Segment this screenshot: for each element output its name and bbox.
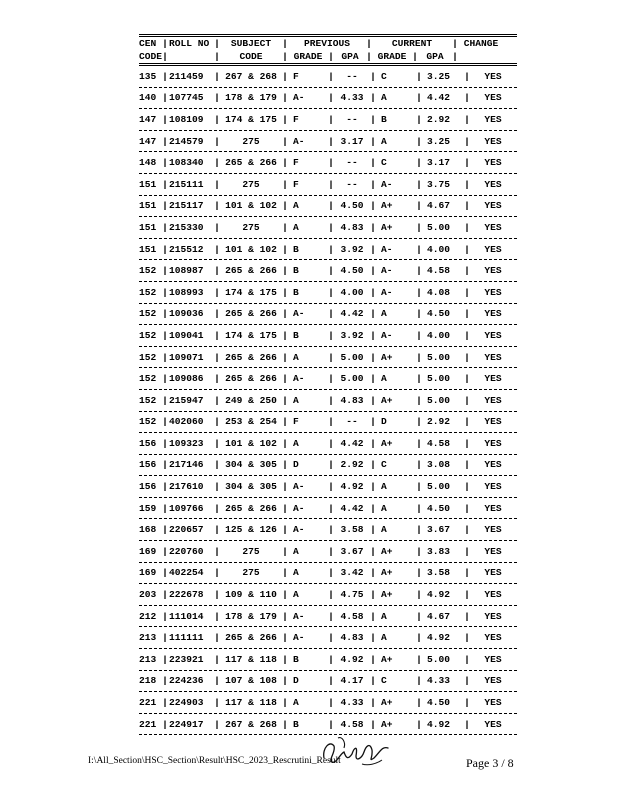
current-gpa: 5.00 [427, 653, 451, 665]
previous-grade: B [293, 265, 299, 277]
cen-code: 212 [139, 610, 157, 622]
current-grade: A+ [381, 653, 393, 665]
roll-no: 222678 [169, 589, 204, 601]
header-prev-gpa: GPA [341, 51, 359, 62]
roll-no: 215111 [169, 178, 204, 190]
change: YES [484, 675, 502, 687]
change: YES [484, 92, 502, 104]
table-row: 212 | 111014 | 178 & 179 | A- | 4.58 | A | 4.67 | YES [139, 606, 517, 627]
cen-code: 152 [139, 265, 157, 277]
cen-code: 152 [139, 286, 157, 298]
roll-no: 217146 [169, 459, 204, 471]
roll-no: 109041 [169, 329, 204, 341]
subject-code: 249 & 250 [225, 394, 277, 406]
handwritten-signature [318, 728, 394, 770]
cen-code: 156 [139, 437, 157, 449]
table-row: 152 | 109041 | 174 & 175 | B | 3.92 | A- | 4.00 | YES [139, 325, 517, 346]
change: YES [484, 502, 502, 514]
cen-code: 156 [139, 481, 157, 493]
change: YES [484, 286, 502, 298]
current-grade: C [381, 70, 387, 82]
current-gpa: 3.83 [427, 545, 451, 557]
table-row: 147 | 214579 | 275 | A- | 3.17 | A | 3.25 | YES [139, 131, 517, 152]
roll-no: 109036 [169, 308, 204, 320]
roll-no: 215512 [169, 243, 204, 255]
subject-code: 275 [242, 135, 260, 147]
previous-gpa: 4.92 [340, 481, 364, 493]
previous-gpa: 4.58 [340, 718, 364, 730]
table-row: 152 | 108993 | 174 & 175 | B | 4.00 | A- | 4.08 | YES [139, 282, 517, 303]
change: YES [484, 718, 502, 730]
table-row: 213 | 223921 | 117 & 118 | B | 4.92 | A+ | 5.00 | YES [139, 649, 517, 670]
table-row: 221 | 224917 | 267 & 268 | B | 4.58 | A+ | 4.92 | YES [139, 714, 517, 735]
current-gpa: 4.92 [427, 589, 451, 601]
cen-code: 221 [139, 697, 157, 709]
table-row: 148 | 108340 | 265 & 266 | F | -- | C | 3.17 | YES [139, 152, 517, 173]
previous-gpa: 2.92 [340, 459, 364, 471]
table-row: 169 | 220760 | 275 | A | 3.67 | A+ | 3.83 | YES [139, 541, 517, 562]
current-gpa: 3.25 [427, 70, 451, 82]
roll-no: 224236 [169, 675, 204, 687]
header-prev-grade: GRADE [293, 51, 323, 62]
roll-no: 214579 [169, 135, 204, 147]
change: YES [484, 459, 502, 471]
cen-code: 151 [139, 200, 157, 212]
subject-code: 275 [242, 221, 260, 233]
previous-gpa: 4.83 [340, 394, 364, 406]
table-row: 221 | 224903 | 117 & 118 | A | 4.33 | A+ | 4.50 | YES [139, 692, 517, 713]
change: YES [484, 157, 502, 169]
table-row: 151 | 215117 | 101 & 102 | A | 4.50 | A+ | 4.67 | YES [139, 196, 517, 217]
roll-no: 215947 [169, 394, 204, 406]
subject-code: 101 & 102 [225, 243, 277, 255]
previous-gpa: -- [346, 113, 358, 125]
current-gpa: 4.58 [427, 437, 451, 449]
previous-grade: A [293, 589, 299, 601]
current-gpa: 4.58 [427, 265, 451, 277]
cen-code: 148 [139, 157, 157, 169]
current-grade: A [381, 135, 387, 147]
roll-no: 402254 [169, 567, 204, 579]
table-row: 152 | 109086 | 265 & 266 | A- | 5.00 | A | 5.00 | YES [139, 368, 517, 389]
previous-grade: F [293, 416, 299, 428]
cen-code: 151 [139, 243, 157, 255]
header-subject-code: CODE [239, 51, 263, 62]
cen-code: 169 [139, 545, 157, 557]
previous-gpa: 4.42 [340, 308, 364, 320]
current-grade: A [381, 373, 387, 385]
previous-gpa: 4.75 [340, 589, 364, 601]
roll-no: 109071 [169, 351, 204, 363]
previous-grade: A [293, 221, 299, 233]
current-gpa: 4.50 [427, 697, 451, 709]
current-gpa: 4.50 [427, 308, 451, 320]
change: YES [484, 653, 502, 665]
change: YES [484, 200, 502, 212]
current-grade: A [381, 481, 387, 493]
subject-code: 178 & 179 [225, 92, 277, 104]
subject-code: 101 & 102 [225, 437, 277, 449]
current-gpa: 4.00 [427, 243, 451, 255]
cen-code: 169 [139, 567, 157, 579]
table-row: 169 | 402254 | 275 | A | 3.42 | A+ | 3.58 | YES [139, 563, 517, 584]
previous-grade: A- [293, 481, 305, 493]
current-gpa: 3.58 [427, 567, 451, 579]
cen-code: 152 [139, 308, 157, 320]
subject-code: 265 & 266 [225, 308, 277, 320]
previous-grade: D [293, 675, 299, 687]
subject-code: 265 & 266 [225, 502, 277, 514]
roll-no: 109323 [169, 437, 204, 449]
change: YES [484, 416, 502, 428]
previous-grade: B [293, 243, 299, 255]
previous-grade: F [293, 178, 299, 190]
current-gpa: 4.92 [427, 632, 451, 644]
current-grade: A- [381, 178, 393, 190]
roll-no: 402060 [169, 416, 204, 428]
header-row-1: CEN | ROLL NO | SUBJECT | PREVIOUS | CURRENT | CHANGE [139, 37, 517, 50]
current-grade: C [381, 157, 387, 169]
table-row: 168 | 220657 | 125 & 126 | A- | 3.58 | A | 3.67 | YES [139, 519, 517, 540]
cen-code: 147 [139, 135, 157, 147]
change: YES [484, 265, 502, 277]
previous-gpa: -- [346, 157, 358, 169]
current-gpa: 5.00 [427, 373, 451, 385]
roll-no: 224917 [169, 718, 204, 730]
table-row: 203 | 222678 | 109 & 110 | A | 4.75 | A+ | 4.92 | YES [139, 584, 517, 605]
current-gpa: 2.92 [427, 416, 451, 428]
header-subject: SUBJECT [230, 38, 272, 49]
previous-grade: A [293, 200, 299, 212]
roll-no: 211459 [169, 70, 204, 82]
cen-code: 135 [139, 70, 157, 82]
roll-no: 224903 [169, 697, 204, 709]
subject-code: 117 & 118 [225, 653, 277, 665]
previous-gpa: 4.50 [340, 200, 364, 212]
header-cur-gpa: GPA [426, 51, 444, 62]
current-gpa: 3.08 [427, 459, 451, 471]
previous-gpa: 3.92 [340, 243, 364, 255]
table-row: 151 | 215111 | 275 | F | -- | A- | 3.75 | YES [139, 174, 517, 195]
previous-grade: A- [293, 632, 305, 644]
change: YES [484, 589, 502, 601]
change: YES [484, 351, 502, 363]
current-grade: A [381, 610, 387, 622]
roll-no: 109086 [169, 373, 204, 385]
previous-gpa: 3.92 [340, 329, 364, 341]
roll-no: 107745 [169, 92, 204, 104]
table-row: 218 | 224236 | 107 & 108 | D | 4.17 | C | 4.33 | YES [139, 671, 517, 692]
cen-code: 152 [139, 394, 157, 406]
previous-gpa: 4.00 [340, 286, 364, 298]
roll-no: 215330 [169, 221, 204, 233]
current-grade: A- [381, 286, 393, 298]
cen-code: 156 [139, 459, 157, 471]
previous-grade: A- [293, 610, 305, 622]
roll-no: 108340 [169, 157, 204, 169]
current-grade: A [381, 524, 387, 536]
previous-gpa: -- [346, 178, 358, 190]
cen-code: 147 [139, 113, 157, 125]
cen-code: 203 [139, 589, 157, 601]
change: YES [484, 178, 502, 190]
current-grade: A [381, 502, 387, 514]
current-grade: D [381, 416, 387, 428]
change: YES [484, 545, 502, 557]
file-path: I:\All_Section\HSC_Section\Result\HSC_2023_Rescrutini_Result [88, 756, 341, 766]
current-grade: B [381, 113, 387, 125]
previous-grade: A [293, 567, 299, 579]
roll-no: 108109 [169, 113, 204, 125]
current-gpa: 4.08 [427, 286, 451, 298]
roll-no: 108993 [169, 286, 204, 298]
previous-grade: B [293, 329, 299, 341]
current-grade: C [381, 459, 387, 471]
current-gpa: 5.00 [427, 221, 451, 233]
previous-gpa: -- [346, 70, 358, 82]
current-grade: A+ [381, 589, 393, 601]
change: YES [484, 243, 502, 255]
change: YES [484, 329, 502, 341]
current-gpa: 4.92 [427, 718, 451, 730]
subject-code: 267 & 268 [225, 70, 277, 82]
cen-code: 152 [139, 351, 157, 363]
cen-code: 213 [139, 653, 157, 665]
current-gpa: 2.92 [427, 113, 451, 125]
previous-gpa: 4.33 [340, 92, 364, 104]
subject-code: 125 & 126 [225, 524, 277, 536]
result-table [139, 34, 517, 735]
previous-grade: A- [293, 502, 305, 514]
cen-code: 151 [139, 178, 157, 190]
change: YES [484, 567, 502, 579]
current-grade: A- [381, 329, 393, 341]
subject-code: 253 & 254 [225, 416, 277, 428]
table-row: 152 | 109036 | 265 & 266 | A- | 4.42 | A | 4.50 | YES [139, 304, 517, 325]
subject-code: 174 & 175 [225, 113, 277, 125]
current-grade: A- [381, 265, 393, 277]
current-grade: A+ [381, 351, 393, 363]
change: YES [484, 135, 502, 147]
previous-grade: B [293, 286, 299, 298]
previous-gpa: 3.42 [340, 567, 364, 579]
roll-no: 108987 [169, 265, 204, 277]
subject-code: 178 & 179 [225, 610, 277, 622]
subject-code: 267 & 268 [225, 718, 277, 730]
current-grade: C [381, 675, 387, 687]
current-gpa: 4.67 [427, 610, 451, 622]
cen-code: 168 [139, 524, 157, 536]
cen-code: 159 [139, 502, 157, 514]
current-grade: A+ [381, 200, 393, 212]
cen-code: 151 [139, 221, 157, 233]
cen-code: 152 [139, 416, 157, 428]
previous-gpa: 4.92 [340, 653, 364, 665]
previous-grade: A [293, 437, 299, 449]
previous-gpa: 4.83 [340, 221, 364, 233]
current-grade: A- [381, 243, 393, 255]
subject-code: 265 & 266 [225, 157, 277, 169]
current-grade: A+ [381, 437, 393, 449]
change: YES [484, 481, 502, 493]
current-gpa: 5.00 [427, 481, 451, 493]
roll-no: 217610 [169, 481, 204, 493]
current-gpa: 3.25 [427, 135, 451, 147]
subject-code: 117 & 118 [225, 697, 277, 709]
roll-no: 223921 [169, 653, 204, 665]
subject-code: 275 [242, 178, 260, 190]
subject-code: 174 & 175 [225, 329, 277, 341]
current-grade: A [381, 632, 387, 644]
previous-grade: B [293, 653, 299, 665]
header-row-2: CODE | | CODE | GRADE | GPA | GRADE | GPA | [139, 51, 458, 62]
roll-no: 220760 [169, 545, 204, 557]
current-gpa: 5.00 [427, 394, 451, 406]
subject-code: 107 & 108 [225, 675, 277, 687]
previous-grade: B [293, 718, 299, 730]
subject-code: 265 & 266 [225, 351, 277, 363]
change: YES [484, 697, 502, 709]
change: YES [484, 373, 502, 385]
cen-code: 152 [139, 329, 157, 341]
subject-code: 275 [242, 567, 260, 579]
subject-code: 109 & 110 [225, 589, 277, 601]
current-gpa: 4.42 [427, 92, 451, 104]
previous-gpa: 4.58 [340, 610, 364, 622]
cen-code: 218 [139, 675, 157, 687]
header-roll-no: ROLL NO [169, 38, 210, 49]
previous-gpa: 3.17 [340, 135, 364, 147]
previous-grade: A- [293, 373, 305, 385]
page-number: Page 3 / 8 [466, 756, 514, 770]
current-grade: A+ [381, 394, 393, 406]
previous-gpa: 5.00 [340, 351, 364, 363]
change: YES [484, 632, 502, 644]
roll-no: 111014 [169, 610, 204, 622]
subject-code: 275 [242, 545, 260, 557]
subject-code: 174 & 175 [225, 286, 277, 298]
subject-code: 304 & 305 [225, 459, 277, 471]
cen-code: 152 [139, 373, 157, 385]
subject-code: 304 & 305 [225, 481, 277, 493]
previous-gpa: 3.58 [340, 524, 364, 536]
current-gpa: 5.00 [427, 351, 451, 363]
roll-no: 215117 [169, 200, 204, 212]
change: YES [484, 113, 502, 125]
previous-grade: A- [293, 92, 305, 104]
previous-gpa: 4.83 [340, 632, 364, 644]
table-row: 152 | 109071 | 265 & 266 | A | 5.00 | A+ | 5.00 | YES [139, 347, 517, 368]
table-row: 152 | 108987 | 265 & 266 | B | 4.50 | A- | 4.58 | YES [139, 260, 517, 281]
current-gpa: 3.17 [427, 157, 451, 169]
table-row: 159 | 109766 | 265 & 266 | A- | 4.42 | A | 4.50 | YES [139, 498, 517, 519]
previous-gpa: 4.17 [340, 675, 364, 687]
change: YES [484, 610, 502, 622]
previous-grade: F [293, 157, 299, 169]
current-gpa: 3.67 [427, 524, 451, 536]
cen-code: 213 [139, 632, 157, 644]
table-row: 152 | 402060 | 253 & 254 | F | -- | D | 2.92 | YES [139, 412, 517, 433]
header-cen-code: CODE [139, 51, 163, 62]
subject-code: 265 & 266 [225, 632, 277, 644]
previous-grade: A [293, 697, 299, 709]
current-gpa: 3.75 [427, 178, 451, 190]
roll-no: 111111 [169, 632, 204, 644]
table-row: 156 | 217146 | 304 & 305 | D | 2.92 | C | 3.08 | YES [139, 455, 517, 476]
current-grade: A+ [381, 221, 393, 233]
table-row: 140 | 107745 | 178 & 179 | A- | 4.33 | A | 4.42 | YES [139, 88, 517, 109]
change: YES [484, 437, 502, 449]
table-row: 213 | 111111 | 265 & 266 | A- | 4.83 | A | 4.92 | YES [139, 627, 517, 648]
current-grade: A [381, 92, 387, 104]
change: YES [484, 221, 502, 233]
previous-gpa: 4.42 [340, 437, 364, 449]
previous-gpa: 4.42 [340, 502, 364, 514]
change: YES [484, 308, 502, 320]
table-row: 151 | 215330 | 275 | A | 4.83 | A+ | 5.00 | YES [139, 217, 517, 238]
current-gpa: 4.50 [427, 502, 451, 514]
table-row: 135 | 211459 | 267 & 268 | F | -- | C | 3.25 | YES [139, 66, 517, 87]
change: YES [484, 394, 502, 406]
table-row: 156 | 109323 | 101 & 102 | A | 4.42 | A+ | 4.58 | YES [139, 433, 517, 454]
subject-code: 265 & 266 [225, 265, 277, 277]
current-grade: A+ [381, 718, 393, 730]
previous-grade: A- [293, 524, 305, 536]
current-gpa: 4.33 [427, 675, 451, 687]
current-grade: A+ [381, 567, 393, 579]
roll-no: 109766 [169, 502, 204, 514]
change: YES [484, 70, 502, 82]
previous-grade: A [293, 394, 299, 406]
previous-grade: A [293, 351, 299, 363]
current-grade: A+ [381, 697, 393, 709]
previous-grade: A- [293, 135, 305, 147]
header-current: CURRENT [391, 38, 433, 49]
current-gpa: 4.67 [427, 200, 451, 212]
table-row: 151 | 215512 | 101 & 102 | B | 3.92 | A- | 4.00 | YES [139, 239, 517, 260]
header-cur-grade: GRADE [377, 51, 407, 62]
table-row: 147 | 108109 | 174 & 175 | F | -- | B | 2.92 | YES [139, 109, 517, 130]
cen-code: 221 [139, 718, 157, 730]
previous-grade: F [293, 113, 299, 125]
current-grade: A+ [381, 545, 393, 557]
cen-code: 140 [139, 92, 157, 104]
roll-no: 220657 [169, 524, 204, 536]
previous-gpa: -- [346, 416, 358, 428]
previous-gpa: 4.50 [340, 265, 364, 277]
subject-code: 265 & 266 [225, 373, 277, 385]
subject-code: 101 & 102 [225, 200, 277, 212]
previous-grade: D [293, 459, 299, 471]
previous-grade: A [293, 545, 299, 557]
previous-grade: F [293, 70, 299, 82]
header-cen: CEN [139, 38, 157, 49]
previous-gpa: 3.67 [340, 545, 364, 557]
table-row: 156 | 217610 | 304 & 305 | A- | 4.92 | A | 5.00 | YES [139, 476, 517, 497]
previous-gpa: 5.00 [340, 373, 364, 385]
table-row: 152 | 215947 | 249 & 250 | A | 4.83 | A+ | 5.00 | YES [139, 390, 517, 411]
current-grade: A [381, 308, 387, 320]
current-gpa: 4.00 [427, 329, 451, 341]
table-body [139, 66, 517, 735]
previous-gpa: 4.33 [340, 697, 364, 709]
change: YES [484, 524, 502, 536]
header-change: CHANGE [463, 38, 499, 49]
header-previous: PREVIOUS [303, 38, 351, 49]
previous-grade: A- [293, 308, 305, 320]
